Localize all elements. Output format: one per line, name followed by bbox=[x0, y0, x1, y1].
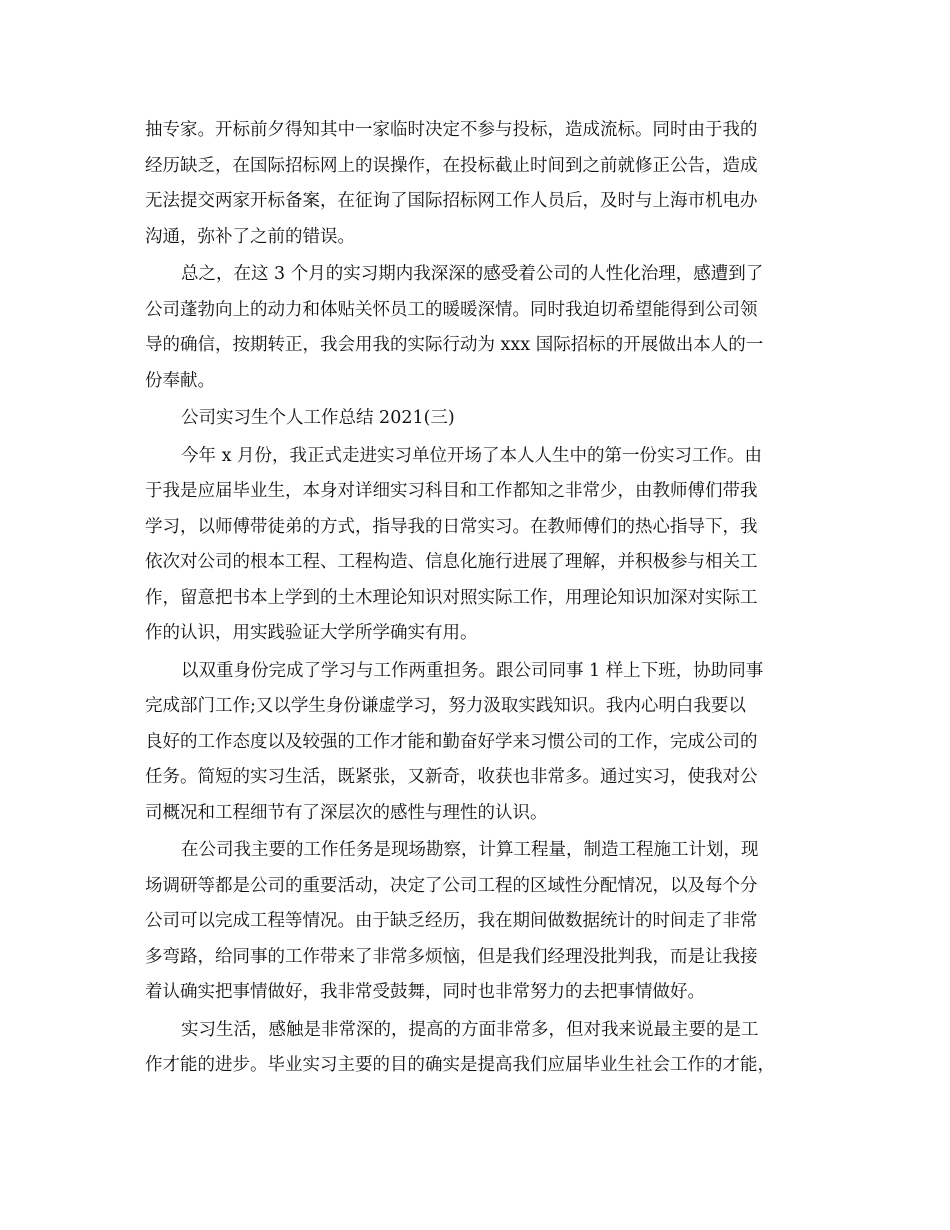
text-line: 实习生活，感触是非常深的，提高的方面非常多，但对我来说最主要的是工 bbox=[181, 1019, 759, 1040]
text-line: 导的确信，按期转正，我会用我的实际行动为 xxx 国际招标的开展做出本人的一 bbox=[145, 335, 764, 355]
paragraph bbox=[145, 654, 810, 832]
text-line: 公司蓬勃向上的动力和体贴关怀员工的暖暖深情。同时我迫切希望能得到公司领 bbox=[145, 299, 758, 320]
text-line: 以双重身份完成了学习与工作两重担务。跟公司同事 1 样上下班，协助同事 bbox=[181, 660, 764, 681]
text-line: 作，留意把书本上学到的土木理论知识对照实际工作，用理论知识加深对实际工 bbox=[145, 587, 758, 608]
text-line: 在公司我主要的工作任务是现场勘察，计算工程量，制造工程施工计划，现 bbox=[181, 840, 759, 860]
text-line: 依次对公司的根本工程、工程构造、信息化施行进展了理解，并积极参与相关工 bbox=[145, 552, 758, 572]
text-line: 经历缺乏，在国际招标网上的误操作，在投标截止时间到之前就修正公告，造成 bbox=[145, 155, 758, 176]
text-line: 多弯路，给同事的工作带来了非常多烦恼，但是我们经理没批判我，而是让我接 bbox=[145, 946, 758, 967]
text-line: 任务。简短的实习生活，既紧张，又新奇，收获也非常多。通过实习，使我对公 bbox=[145, 767, 758, 787]
paragraph bbox=[145, 1013, 810, 1084]
text-line: 份奉献。 bbox=[145, 370, 215, 391]
text-line: 作才能的进步。毕业实习主要的目的确实是提高我们应届毕业生社会工作的才能， bbox=[145, 1055, 775, 1075]
text-line: 司概况和工程细节有了深层次的感性与理性的认识。 bbox=[145, 802, 548, 823]
text-line: 学习，以师傅带徒弟的方式，指导我的日常实习。在教师傅们的热心指导下，我 bbox=[145, 516, 758, 537]
section-title bbox=[145, 401, 810, 437]
text-line: 于我是应届毕业生，本身对详细实习科目和工作都知之非常少，由教师傅们带我 bbox=[145, 481, 758, 501]
paragraph bbox=[145, 439, 810, 652]
paragraph bbox=[145, 113, 810, 255]
text-line: 沟通，弥补了之前的错误。 bbox=[145, 226, 355, 247]
text-line: 着认确实把事情做好，我非常受鼓舞，同时也非常努力的去把事情做好。 bbox=[145, 982, 705, 1002]
document-page bbox=[145, 113, 810, 1086]
text-line: 作的认识，用实践验证大学所学确实有用。 bbox=[145, 623, 478, 643]
text-line: 公司可以完成工程等情况。由于缺乏经历，我在期间做数据统计的时间走了非常 bbox=[145, 911, 758, 931]
text-line: 无法提交两家开标备案，在征询了国际招标网工作人员后，及时与上海市机电办 bbox=[145, 191, 758, 211]
text-line: 今年 x 月份，我正式走进实习单位开场了本人人生中的第一份实习工作。由 bbox=[181, 445, 762, 466]
text-line: 良好的工作态度以及较强的工作才能和勤奋好学来习惯公司的工作，完成公司的 bbox=[145, 731, 758, 752]
text-line: 场调研等都是公司的重要活动，决定了公司工程的区域性分配情况，以及每个分 bbox=[145, 875, 758, 896]
paragraph bbox=[145, 833, 810, 1011]
paragraph bbox=[145, 257, 810, 399]
text-line: 公司实习生个人工作总结 2021(三) bbox=[181, 408, 455, 428]
text-line: 完成部门工作;又以学生身份谦虚学习，努力汲取实践知识。我内心明白我要以 bbox=[145, 696, 746, 716]
text-line: 抽专家。开标前夕得知其中一家临时决定不参与投标，造成流标。同时由于我的 bbox=[145, 120, 758, 140]
text-line: 总之，在这 3 个月的实习期内我深深的感受着公司的人性化治理，感遭到了 bbox=[181, 264, 764, 284]
